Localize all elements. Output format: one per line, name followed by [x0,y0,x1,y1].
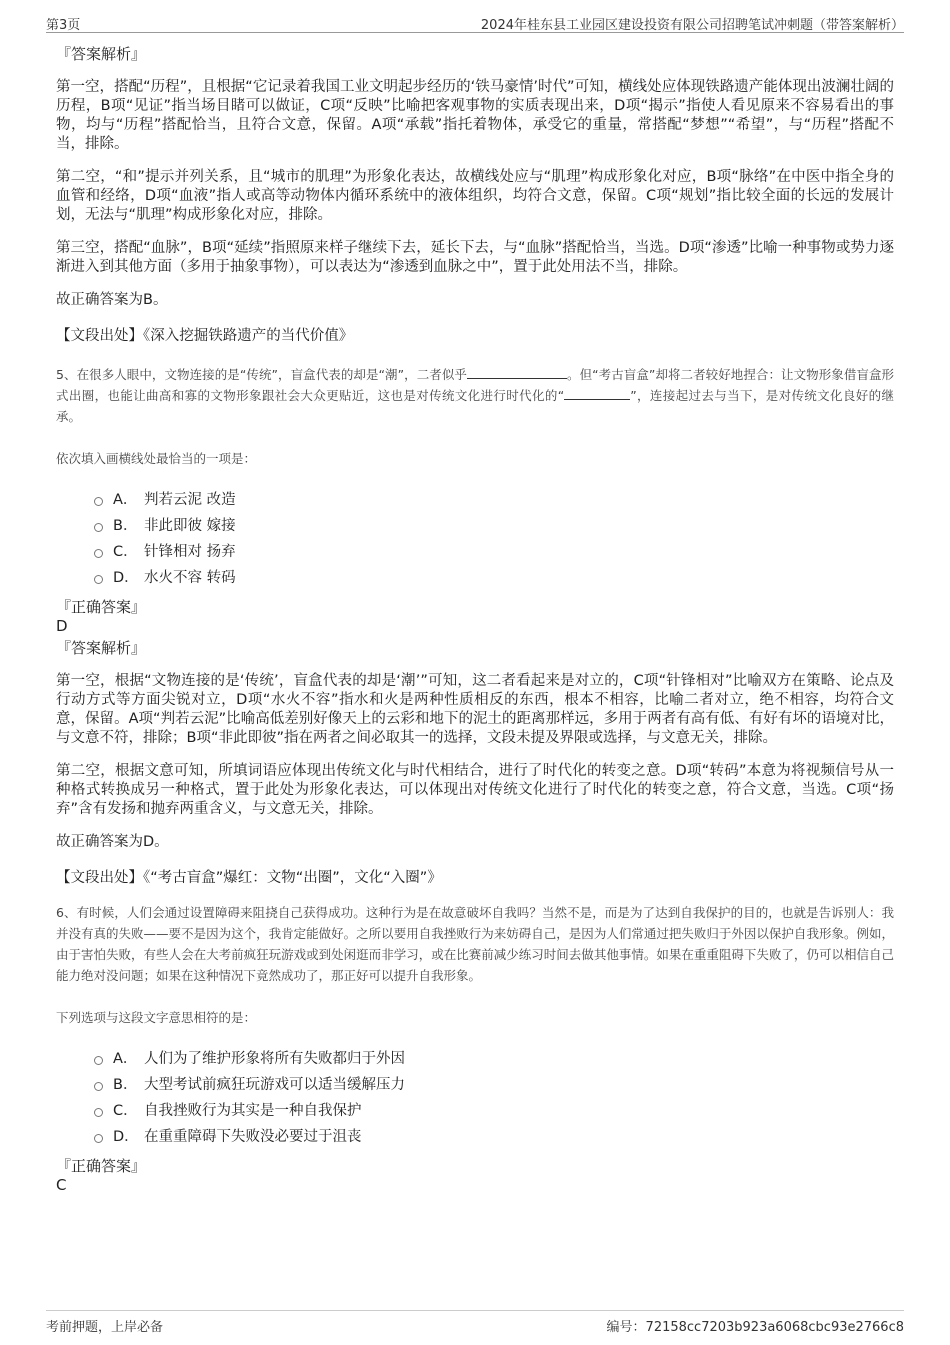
radio-icon[interactable] [94,1056,103,1065]
option-text: 判若云泥 改造 [144,491,236,508]
option-text: 水火不容 转码 [144,569,236,586]
question-text [56,364,894,427]
option-letter: B． [113,1076,138,1093]
footer-slogan: 考前押题，上岸必备 [46,1320,164,1335]
page-number: 第3页 [46,18,81,33]
radio-icon[interactable] [94,497,103,506]
correct-answer: C [56,1176,67,1194]
radio-icon[interactable] [94,1108,103,1117]
option-a[interactable] [94,485,894,511]
analysis-paragraph: 第一空，根据“文物连接的是‘传统’，盲盒代表的却是‘潮’”可知，这二者看起来是对立的，C项“针锋相对”比喻双方在策略、论点及行动方式等方面尖锐对立，D项“水火不容”指水和火是两种性质相反的东西，根本不相容，比喻二者对立，绝不相容，均符合文意，保留。A项“判若云泥”比喻高低差别好像天上的云彩和地下的泥土的距离那样远，多用于两者有高有低、有好有坏的语境对比，与文意不符，排除；B项“非此即彼”指在两者之间必取其一的选择，文段未提及界限或选择，与文意无关，排除。 [56,673,894,746]
option-a[interactable] [94,1044,894,1070]
top-analysis-block [56,44,894,346]
answer-label: 『正确答案』 [56,1157,147,1175]
option-letter: D． [113,569,139,586]
analysis-paragraph: 第二空，根据文意可知，所填词语应体现出传统文化与时代相结合，进行了时代化的转变之意。D项“转码”本意为将视频信号从一种格式转换成另一种格式，置于此处为形象化表达，可以体现出对传统文化进行了时代化的转变之意，符合文意，当选。C项“扬弃”含有发扬和抛弃两重含义，与文意无关，排除。 [56,763,894,817]
option-text: 人们为了维护形象将所有失败都归于外因 [144,1050,405,1067]
answer-label: 『正确答案』 [56,598,147,616]
question-5 [56,364,894,888]
radio-icon[interactable] [94,575,103,584]
passage-source: 【文段出处】《“考古盲盒”爆红：文物“出圈”，文化“入圈”》 [56,870,442,886]
fill-blank [467,366,567,379]
option-b[interactable] [94,1070,894,1096]
option-text: 自我挫败行为其实是一种自我保护 [144,1102,362,1119]
question-6 [56,902,894,1195]
document-id: 编号：72158cc7203b923a6068cbc93e2766c8 [606,1320,904,1335]
page-content [56,44,894,1195]
correct-answer: D [56,617,68,635]
analysis-conclusion: 故正确答案为B。 [56,292,168,308]
analysis-paragraph: 第三空，搭配“血脉”，B项“延续”指照原来样子继续下去，延长下去，与“血脉”搭配恰当，当选。D项“渗透”比喻一种事物或势力逐渐进入到其他方面（多用于抽象事物），可以表达为“渗透到血脉之中”，置于此处用法不当，排除。 [56,240,894,275]
analysis-label: 『答案解析』 [56,45,147,63]
option-letter: D． [113,1128,139,1145]
analysis-label: 『答案解析』 [56,639,147,657]
option-b[interactable] [94,511,894,537]
option-text: 非此即彼 嫁接 [144,517,236,534]
option-text: 在重重障碍下失败没必要过于沮丧 [144,1128,362,1145]
option-letter: C． [113,1102,138,1119]
option-letter: C． [113,543,138,560]
question-text-part: 。但“考古盲盒”却将二者较好地捏合：让文物形象借盲盒形式出圈，也能让曲高和寡的文物形象跟社会大众更贴近，这也是对传统文化进行时代化的“ [56,367,895,403]
option-letter: B． [113,517,138,534]
analysis-paragraph: 第二空，“和”提示并列关系，且“城市的肌理”为形象化表达，故横线处应与“肌理”构成形象化对应，B项“脉络”在中医中指全身的血管和经络，D项“血液”指人或高等动物体内循环系统中的液体组织，均符合文意，保留。C项“规划”指比较全面的长远的发展计划，无法与“肌理”构成形象化对应，排除。 [56,169,894,223]
radio-icon[interactable] [94,1134,103,1143]
analysis-conclusion: 故正确答案为D。 [56,834,169,850]
radio-icon[interactable] [94,1082,103,1091]
option-text: 大型考试前疯狂玩游戏可以适当缓解压力 [144,1076,405,1093]
question-text-part: 5、在很多人眼中，文物连接的是“传统”，盲盒代表的却是“潮”，二者似乎 [56,367,467,382]
option-d[interactable] [94,1122,894,1148]
option-letter: A． [113,491,138,508]
document-title: 2024年桂东县工业园区建设投资有限公司招聘笔试冲刺题（带答案解析） [480,18,904,33]
option-text: 针锋相对 扬弃 [144,543,236,560]
option-c[interactable] [94,537,894,563]
page-header [46,12,904,33]
radio-icon[interactable] [94,549,103,558]
fill-blank [564,387,630,400]
question-prompt: 依次填入画横线处最恰当的一项是： [56,451,257,466]
question-text-part: ”，连接起过去与当下，是对传统文化良好的继承。 [56,388,894,424]
question-text: 6、有时候，人们会通过设置障碍来阻挠自己获得成功。这种行为是在故意破坏自我吗？当然不是，而是为了达到自我保护的目的，也就是告诉别人：我并没有真的失败——要不是因为这个，我肯定能做好。之所以要用自我挫败行为来妨碍自己，是因为人们常通过把失败归于外因以保护自我形象。例如，由于害怕失败，有些人会在大考前疯狂玩游戏或到处闲逛而非学习，或在比赛前减少练习时间去做其他事情。如果在重重阻碍下失败了，仍可以相信自己能力绝对没问题；如果在这种情况下竟然成功了，那正好可以提升自我形象。 [56,905,894,983]
option-letter: A． [113,1050,138,1067]
radio-icon[interactable] [94,523,103,532]
page-footer [46,1310,904,1335]
option-c[interactable] [94,1096,894,1122]
analysis-paragraph: 第一空，搭配“历程”，且根据“它记录着我国工业文明起步经历的‘铁马豪情’时代”可知，横线处应体现铁路遗产能体现出波澜壮阔的历程，B项“见证”指当场目睹可以做证，C项“反映”比喻把客观事物的实质表现出来，D项“揭示”指使人看见原来不容易看出的事物，均与“历程”搭配恰当，且符合文意，保留。A项“承载”指托着物体，承受它的重量，常搭配“梦想”“希望”，与“历程”搭配不当，排除。 [56,79,894,152]
passage-source: 【文段出处】《深入挖掘铁路遗产的当代价值》 [56,328,354,344]
option-d[interactable] [94,563,894,589]
options-list [94,1044,894,1148]
question-prompt: 下列选项与这段文字意思相符的是： [56,1010,257,1025]
options-list [94,485,894,589]
